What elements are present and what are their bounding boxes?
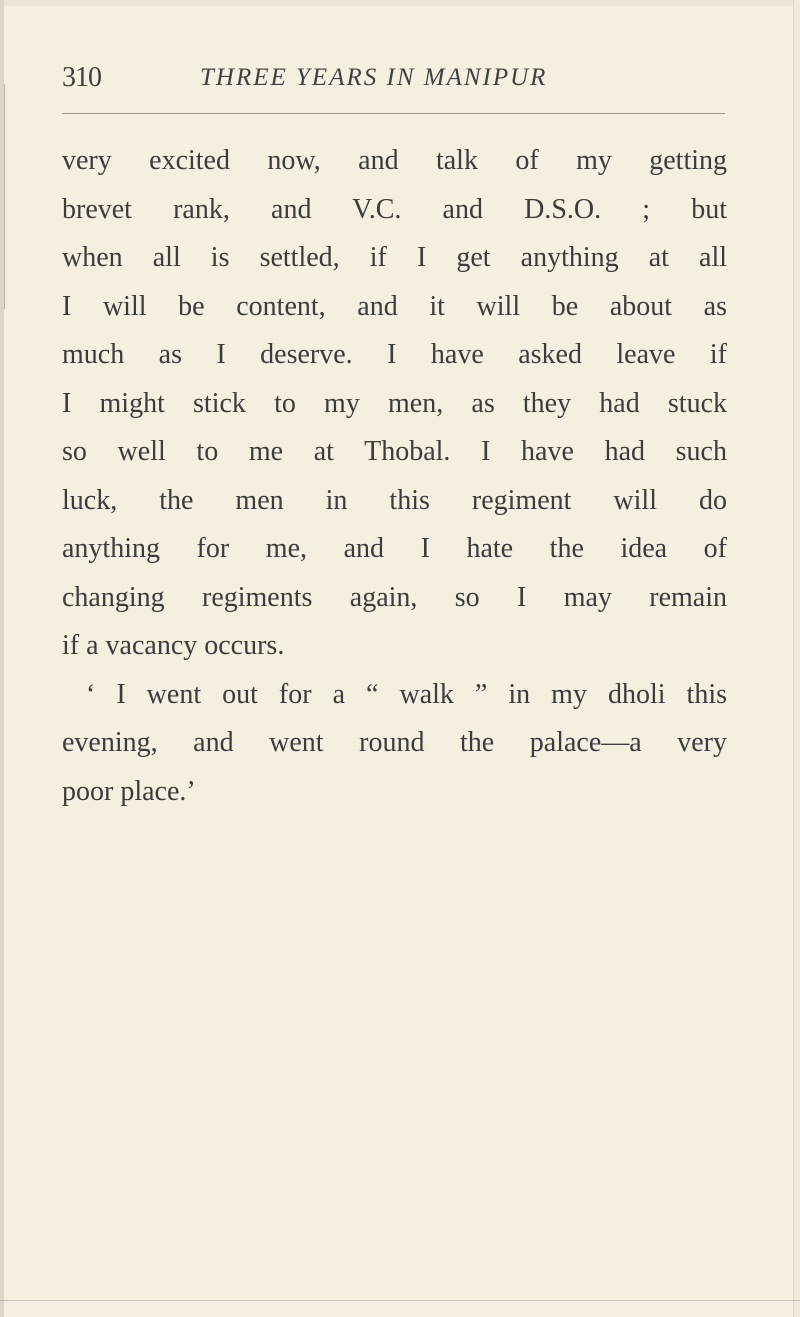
text-line: brevet rank, and V.C. and D.S.O. ; but — [62, 193, 727, 225]
text-line: much as I deserve. I have asked leave if — [62, 339, 727, 370]
bottom-page-edge — [0, 1300, 800, 1301]
scan-mark — [4, 84, 5, 309]
text-line: anything for me, and I hate the idea of — [62, 533, 727, 564]
page-top-edge — [0, 0, 800, 6]
header-rule — [62, 113, 725, 114]
text-line: when all is settled, if I get anything at all — [62, 242, 727, 273]
text-line: ‘ I went out for a “ walk ” in my dholi this — [86, 678, 727, 710]
body-text — [62, 137, 727, 816]
text-line: changing regiments again, so I may remain — [62, 581, 727, 613]
text-line: I might stick to my men, as they had stuck — [62, 387, 727, 419]
page-number: 310 — [62, 62, 101, 93]
text-line: very excited now, and talk of my getting — [62, 145, 727, 176]
text-line: so well to me at Thobal. I have had such — [62, 436, 727, 467]
text-line: luck, the men in this regiment will do — [62, 484, 727, 516]
text-line: if a vacancy occurs. — [62, 630, 285, 661]
running-title: THREE YEARS IN MANIPUR — [200, 64, 548, 91]
page-header — [62, 61, 722, 115]
text-line: poor place.’ — [62, 775, 196, 807]
text-line: evening, and went round the palace—a very — [62, 727, 727, 758]
page-right-edge — [793, 0, 800, 1317]
text-line: I will be content, and it will be about as — [62, 290, 727, 322]
